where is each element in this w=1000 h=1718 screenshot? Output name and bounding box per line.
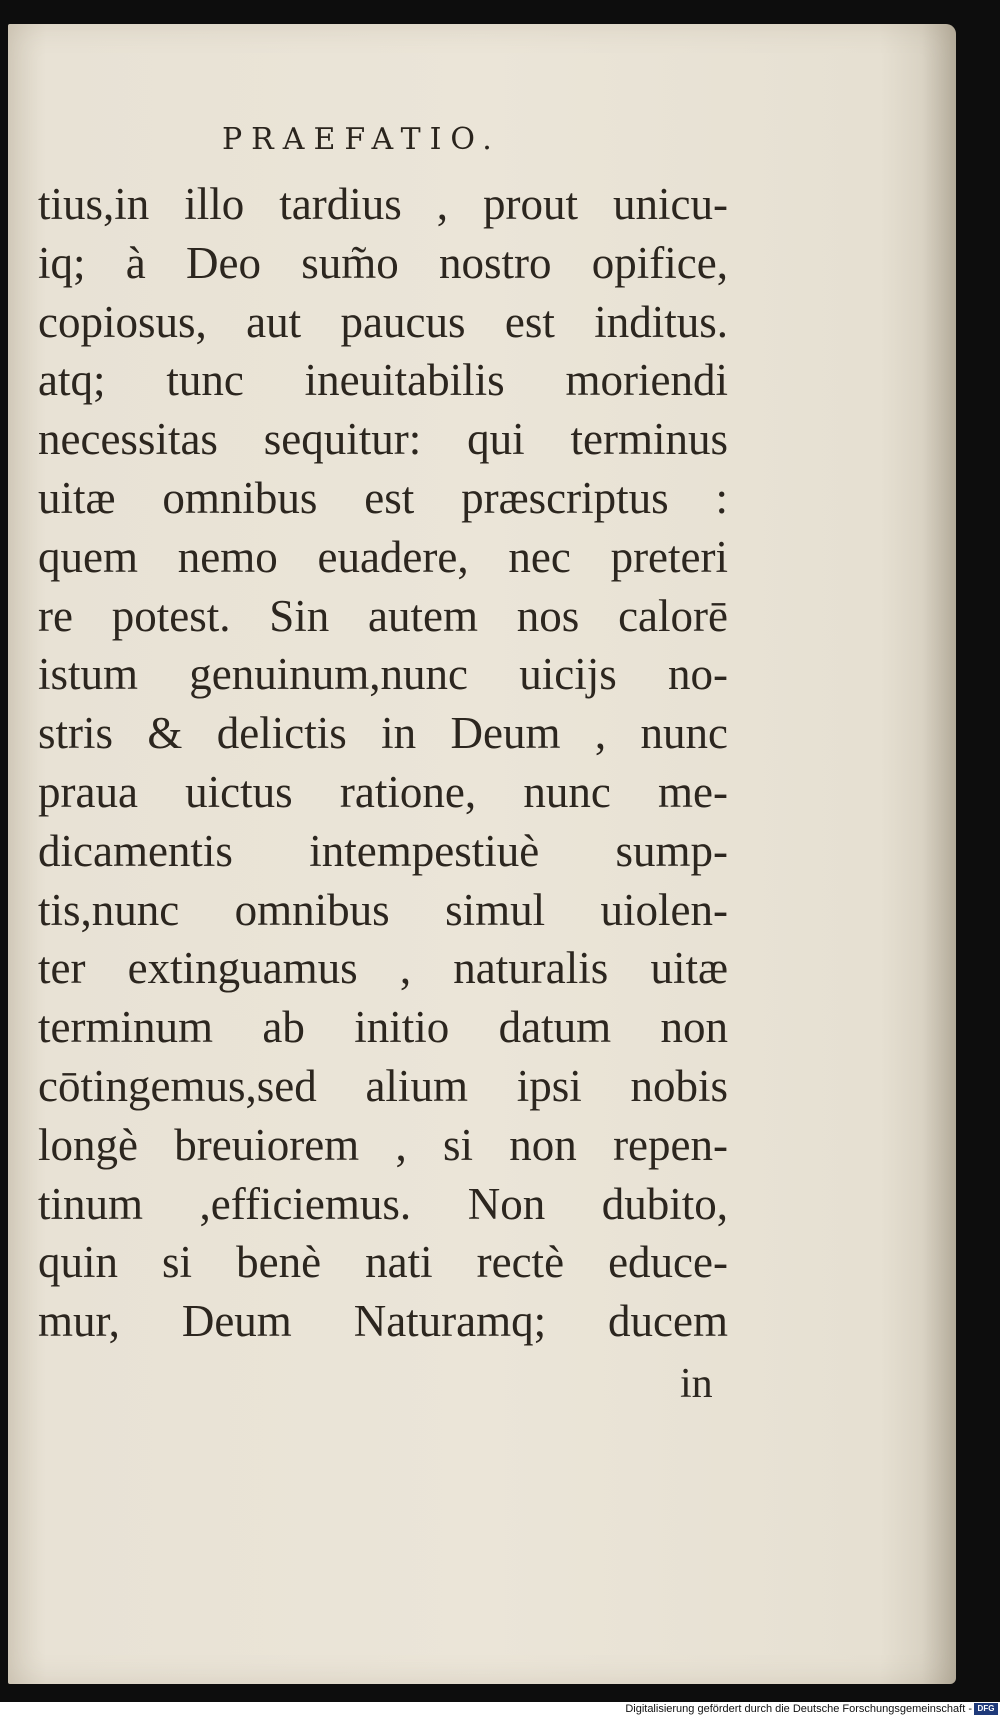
page-edge-shadow <box>922 24 956 1684</box>
text-line: praua uictus ratione, nunc me- <box>38 766 728 817</box>
catchword: in <box>680 1361 713 1407</box>
body-text <box>38 175 728 1351</box>
text-line: cōtingemus,sed alium ipsi nobis <box>38 1060 728 1111</box>
text-line: longè breuiorem , si non repen- <box>38 1119 728 1170</box>
text-line: necessitas sequitur: qui terminus <box>38 414 728 465</box>
text-line: iq; à Deo sum̃o nostro opifice, <box>38 237 728 288</box>
text-line: tinum ,efficiemus. Non dubito, <box>38 1178 728 1229</box>
text-line: re potest. Sin autem nos calorē <box>38 590 728 641</box>
text-line: stris & delictis in Deum , nunc <box>38 708 728 759</box>
funding-credit: Digitalisierung gefördert durch die Deutsche Forschungsgemeinschaft - <box>625 1703 972 1715</box>
digitization-footer <box>0 1702 1000 1718</box>
text-line: quin si benè nati rectè educe- <box>38 1237 728 1288</box>
text-line: uitæ omnibus est præscriptus : <box>38 472 728 523</box>
running-head: PRAEFATIO. <box>222 122 501 157</box>
text-line: atq; tunc ineuitabilis moriendi <box>38 355 728 406</box>
text-line: quem nemo euadere, nec preteri <box>38 531 728 582</box>
text-line: mur, Deum Naturamq; ducem <box>38 1296 728 1347</box>
dfg-logo: DFG <box>974 1703 998 1715</box>
text-line: copiosus, aut paucus est inditus. <box>38 296 728 347</box>
text-line: tis,nunc omnibus simul uiolen- <box>38 884 728 935</box>
text-line: dicamentis intempestiuè sump- <box>38 825 728 876</box>
text-line: istum genuinum,nunc uicijs no- <box>38 649 728 700</box>
text-line: ter extinguamus , naturalis uitæ <box>38 943 728 994</box>
text-line: tius,in illo tardius , prout unicu- <box>38 179 728 229</box>
text-line: terminum ab initio datum non <box>38 1002 728 1053</box>
